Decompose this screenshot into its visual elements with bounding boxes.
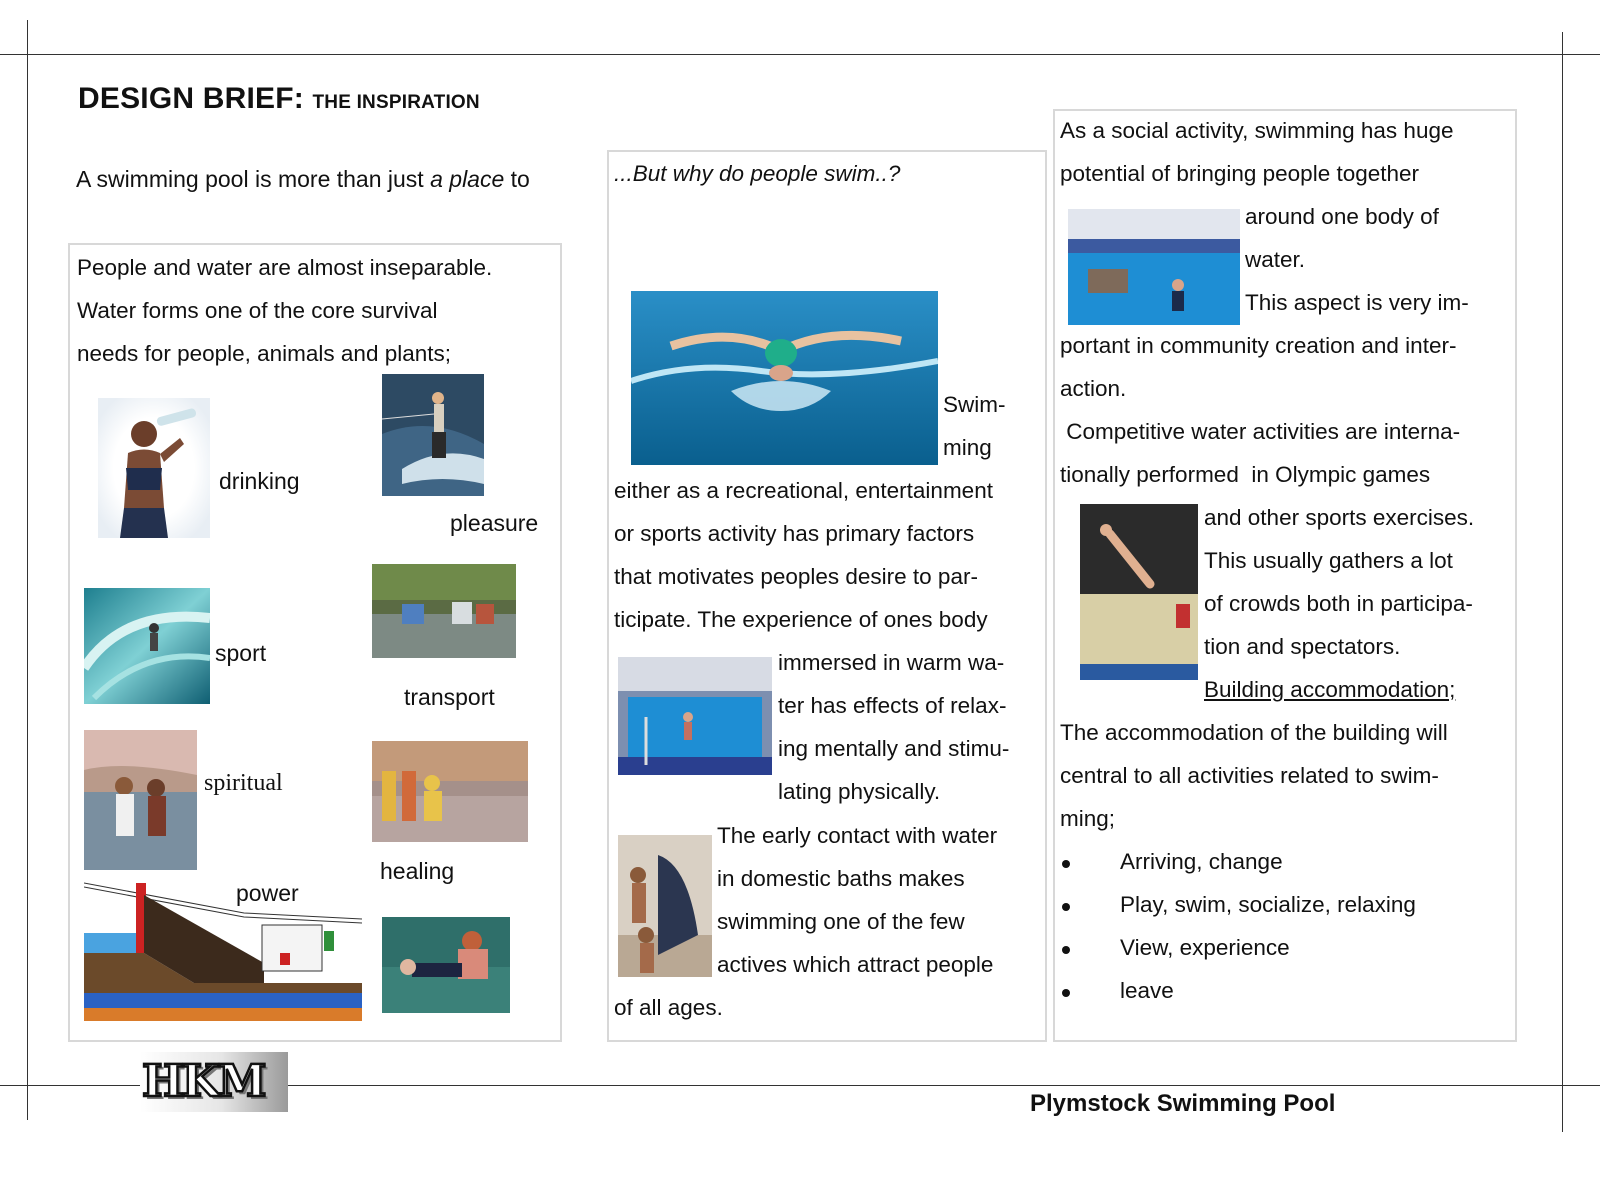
transport-photo (372, 564, 516, 658)
middle-text-swim-1: Swim- (943, 392, 1006, 417)
bullet-4 (1062, 989, 1070, 997)
right-text-b-3: This aspect is very im- (1245, 290, 1469, 315)
middle-text-c-2: ter has effects of relax- (778, 693, 1007, 718)
top-rule (0, 54, 1600, 55)
right-text-c-3: Competitive water activities are interna- (1060, 419, 1461, 444)
hydro-power-diagram (84, 873, 362, 1021)
right-text-d-2: This usually gathers a lot (1204, 548, 1453, 573)
left-panel-line-3: needs for people, animals and plants; (77, 341, 451, 366)
middle-text-swim-2: ming (943, 435, 992, 460)
right-text-b-1: around one body of (1245, 204, 1439, 229)
right-vertical-rule (1562, 32, 1563, 1132)
right-text-d-1: and other sports exercises. (1204, 505, 1475, 530)
children-bathing-photo (618, 835, 712, 977)
pleasure-photo (382, 374, 484, 496)
building-accommodation-heading: Building accommodation; (1204, 677, 1456, 702)
bullet-3 (1062, 946, 1070, 954)
butterfly-swimmer-photo (631, 291, 938, 465)
intro-text (76, 166, 530, 193)
right-text-e-2: central to all activities related to swim- (1060, 763, 1439, 788)
middle-text-b-4: ticipate. The experience of ones body (614, 607, 988, 632)
right-text-d-4: tion and spectators. (1204, 634, 1401, 659)
intro-italic: a place (430, 166, 505, 192)
middle-heading-text: ...But why do people swim..? (614, 161, 901, 186)
middle-text-e: of all ages. (614, 995, 723, 1020)
bullet-item-2: Play, swim, socialize, relaxing (1120, 892, 1416, 917)
middle-text-d-3: swimming one of the few (717, 909, 965, 934)
diving-photo (1080, 504, 1198, 680)
left-panel-line-1: People and water are almost inseparable. (77, 255, 493, 280)
title-main: DESIGN BRIEF: (78, 82, 304, 115)
middle-text-d-4: actives which attract people (717, 952, 994, 977)
left-vertical-rule (27, 20, 28, 1120)
title-sub: THE INSPIRATION (312, 92, 480, 113)
community-pool-photo (1068, 209, 1240, 325)
right-text-d-3: of crowds both in participa- (1204, 591, 1473, 616)
right-text-a-1: As a social activity, swimming has huge (1060, 118, 1454, 143)
indoor-pool-photo (618, 657, 772, 775)
label-transport: transport (404, 684, 495, 710)
label-drinking: drinking (219, 468, 300, 494)
intro-after: to (504, 166, 530, 192)
bullet-1 (1062, 860, 1070, 868)
label-power: power (236, 880, 299, 906)
middle-text-b-3: that motivates peoples desire to par- (614, 564, 978, 589)
intro-before: A swimming pool is more than just (76, 166, 431, 192)
bullet-item-3: View, experience (1120, 935, 1290, 960)
bullet-item-4: leave (1120, 978, 1174, 1003)
footer-project-name: Plymstock Swimming Pool (1020, 1090, 1345, 1118)
healing-photo (372, 741, 528, 842)
right-text-e-1: The accommodation of the building will (1060, 720, 1448, 745)
label-healing: healing (380, 858, 455, 884)
middle-text-d-1: The early contact with water (717, 823, 998, 848)
spiritual-painting (84, 730, 197, 870)
top-left-tick (0, 54, 40, 55)
rescue-photo (382, 917, 510, 1013)
middle-text-c-4: lating physically. (778, 779, 941, 804)
bullet-item-1: Arriving, change (1120, 849, 1283, 874)
page-title (78, 82, 480, 116)
hkm-logo (140, 1052, 288, 1112)
right-text-a-2: potential of bringing people together (1060, 161, 1420, 186)
middle-text-b-2: or sports activity has primary factors (614, 521, 975, 546)
drinking-photo (98, 398, 210, 538)
right-text-c-1: portant in community creation and inter- (1060, 333, 1457, 358)
middle-heading (614, 152, 900, 195)
middle-text-c-1: immersed in warm wa- (778, 650, 1005, 675)
hkm-logo-text: HKM (142, 1056, 265, 1107)
label-sport: sport (215, 640, 267, 666)
right-text-c-2: action. (1060, 376, 1127, 401)
right-text-b-2: water. (1245, 247, 1306, 272)
middle-text-c-3: ing mentally and stimu- (778, 736, 1010, 761)
left-panel-line-2: Water forms one of the core survival (77, 298, 438, 323)
label-spiritual: spiritual (204, 770, 283, 796)
middle-text-d-2: in domestic baths makes (717, 866, 965, 891)
bullet-2 (1062, 903, 1070, 911)
right-text-e-3: ming; (1060, 806, 1116, 831)
right-text-c-4: tionally performed in Olympic games (1060, 462, 1431, 487)
middle-text-b-1: either as a recreational, entertainment (614, 478, 993, 503)
label-pleasure: pleasure (450, 510, 539, 536)
sport-photo (84, 588, 210, 704)
